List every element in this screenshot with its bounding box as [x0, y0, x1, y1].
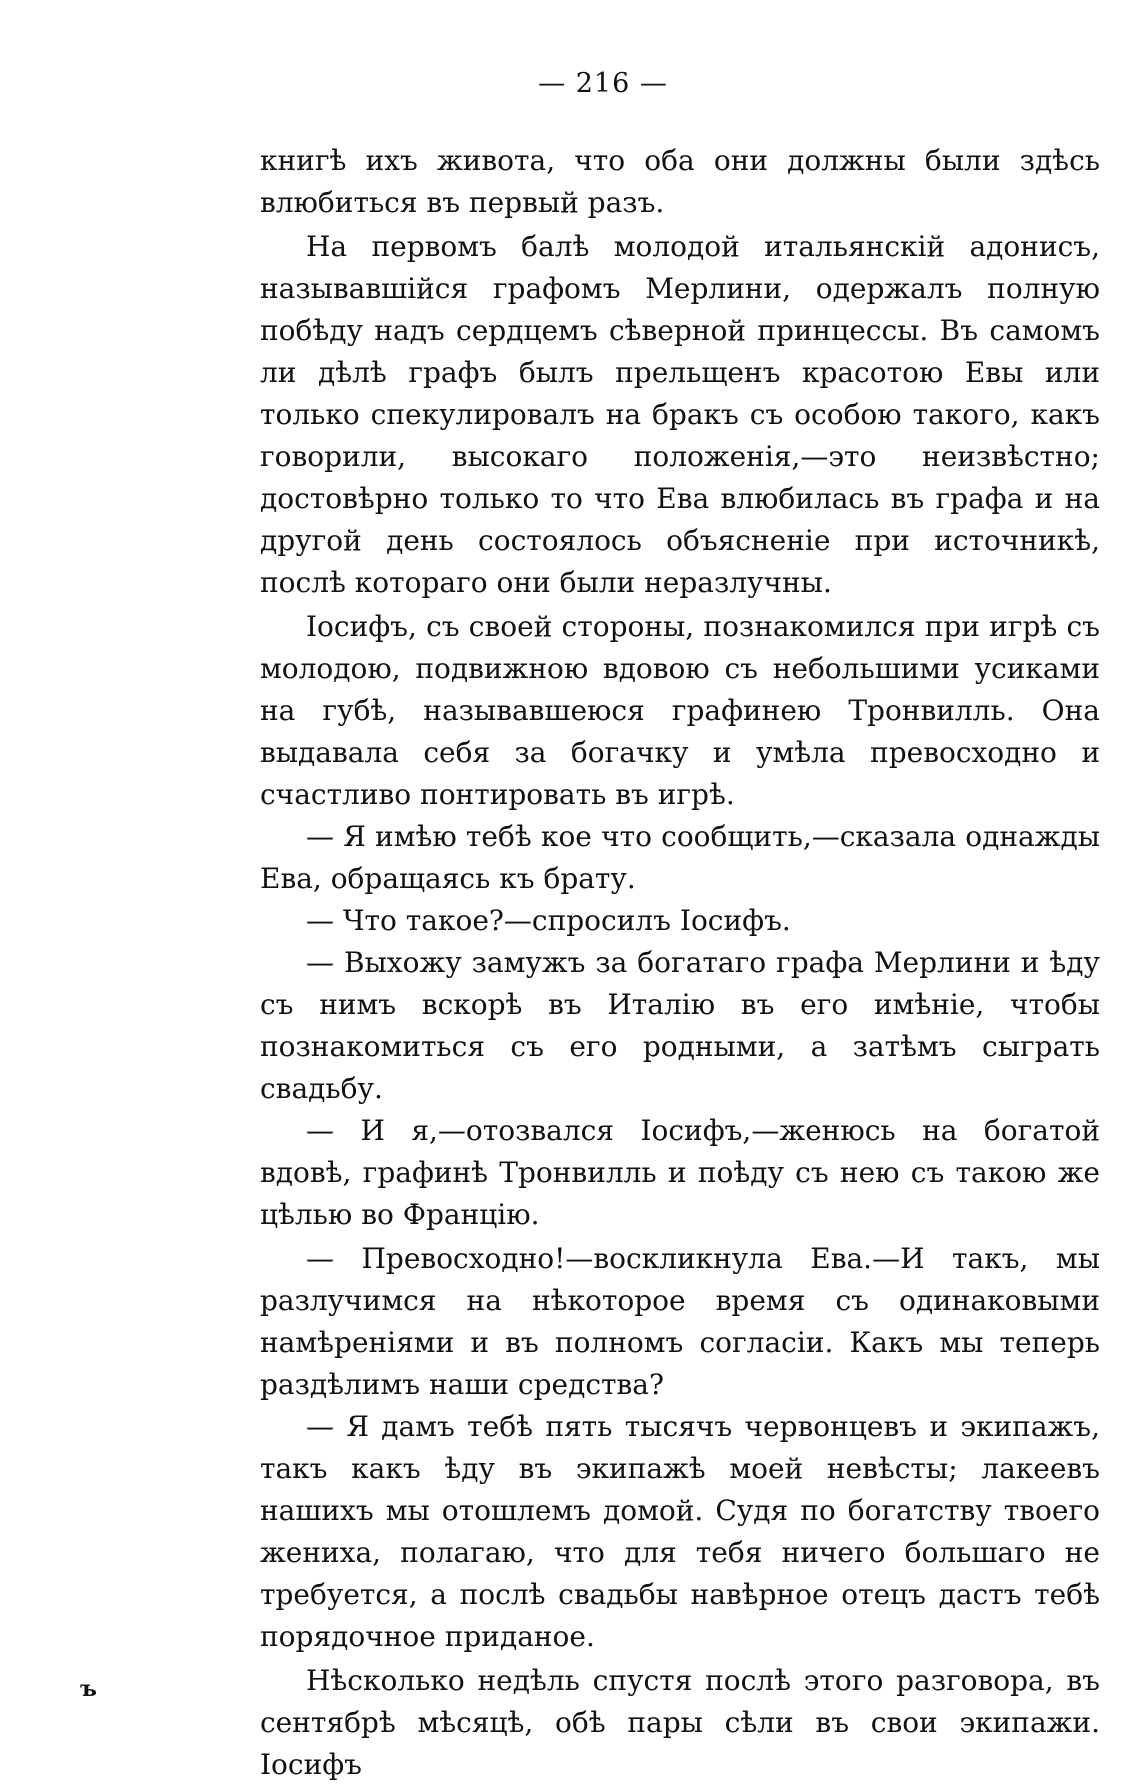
paragraph-2: На первомъ балѣ молодой итальянскій адонисъ, называвшійся графомъ Мерлини, одержалъ полную побѣду надъ сердцемъ сѣверной принцессы. Въ самомъ ли дѣлѣ графъ былъ прельщенъ красотою Евы или только спекулировалъ на бракъ съ особою такого, какъ говорили, высокаго положенія,—это неизвѣстно; достовѣрно только то что Ева влюбилась въ графа и на другой день состоялось объясненіе при источникѣ, послѣ котораго они были неразлучны. — [260, 230, 1100, 599]
dialogue-5: — Превосходно!—воскликнула Ева.—И такъ, мы разлучимся на нѣкоторое время съ одинаковыми намѣреніями и въ полномъ согласіи. Какъ мы теперь раздѣлимъ наши средства? — [260, 1242, 1100, 1401]
dialogue-3: — Выхожу замужъ за богатаго графа Мерлини и ѣду съ нимъ вскорѣ въ Италію въ его имѣніе, чтобы познакомиться съ его родными, а затѣмъ сыграть свадьбу. — [260, 946, 1100, 1105]
dialogue-4: — И я,—отозвался Іосифъ,—женюсь на богатой вдовѣ, графинѣ Тронвилль и поѣду съ нею съ такою же цѣлью во Францію. — [260, 1114, 1100, 1231]
paragraph-1: книгѣ ихъ живота, что оба они должны были здѣсь влюбиться въ первый разъ. — [260, 144, 1100, 219]
dialogue-1: — Я имѣю тебѣ кое что сообщить,—сказала однажды Ева, обращаясь къ брату. — [260, 820, 1100, 895]
paragraph-3: Іосифъ, съ своей стороны, познакомился при игрѣ съ молодою, подвижною вдовою съ небольшими усиками на губѣ, называвшеюся графинею Тронвилль. Она выдавала себя за богачку и умѣла превосходно и счастливо понтировать въ игрѣ. — [260, 610, 1100, 811]
page-number: — 216 — — [538, 68, 668, 99]
dialogue-2: — Что такое?—спросилъ Іосифъ. — [306, 904, 791, 937]
paragraph-last: Нѣсколько недѣль спустя послѣ этого разговора, въ сентябрѣ мѣсяцѣ, обѣ пары сѣли въ свои экипажи. Іосифъ — [260, 1664, 1100, 1781]
ink-mark: ъ — [80, 1676, 97, 1702]
body-text — [260, 140, 1100, 1786]
dialogue-6: — Я дамъ тебѣ пять тысячъ червонцевъ и экипажъ, такъ какъ ѣду въ экипажѣ моей невѣсты; лакеевъ нашихъ мы отошлемъ домой. Судя по богатству твоего жениха, полагаю, что для тебя ничего большаго не требуется, а послѣ свадьбы навѣрное отецъ дастъ тебѣ порядочное приданое. — [260, 1410, 1100, 1653]
